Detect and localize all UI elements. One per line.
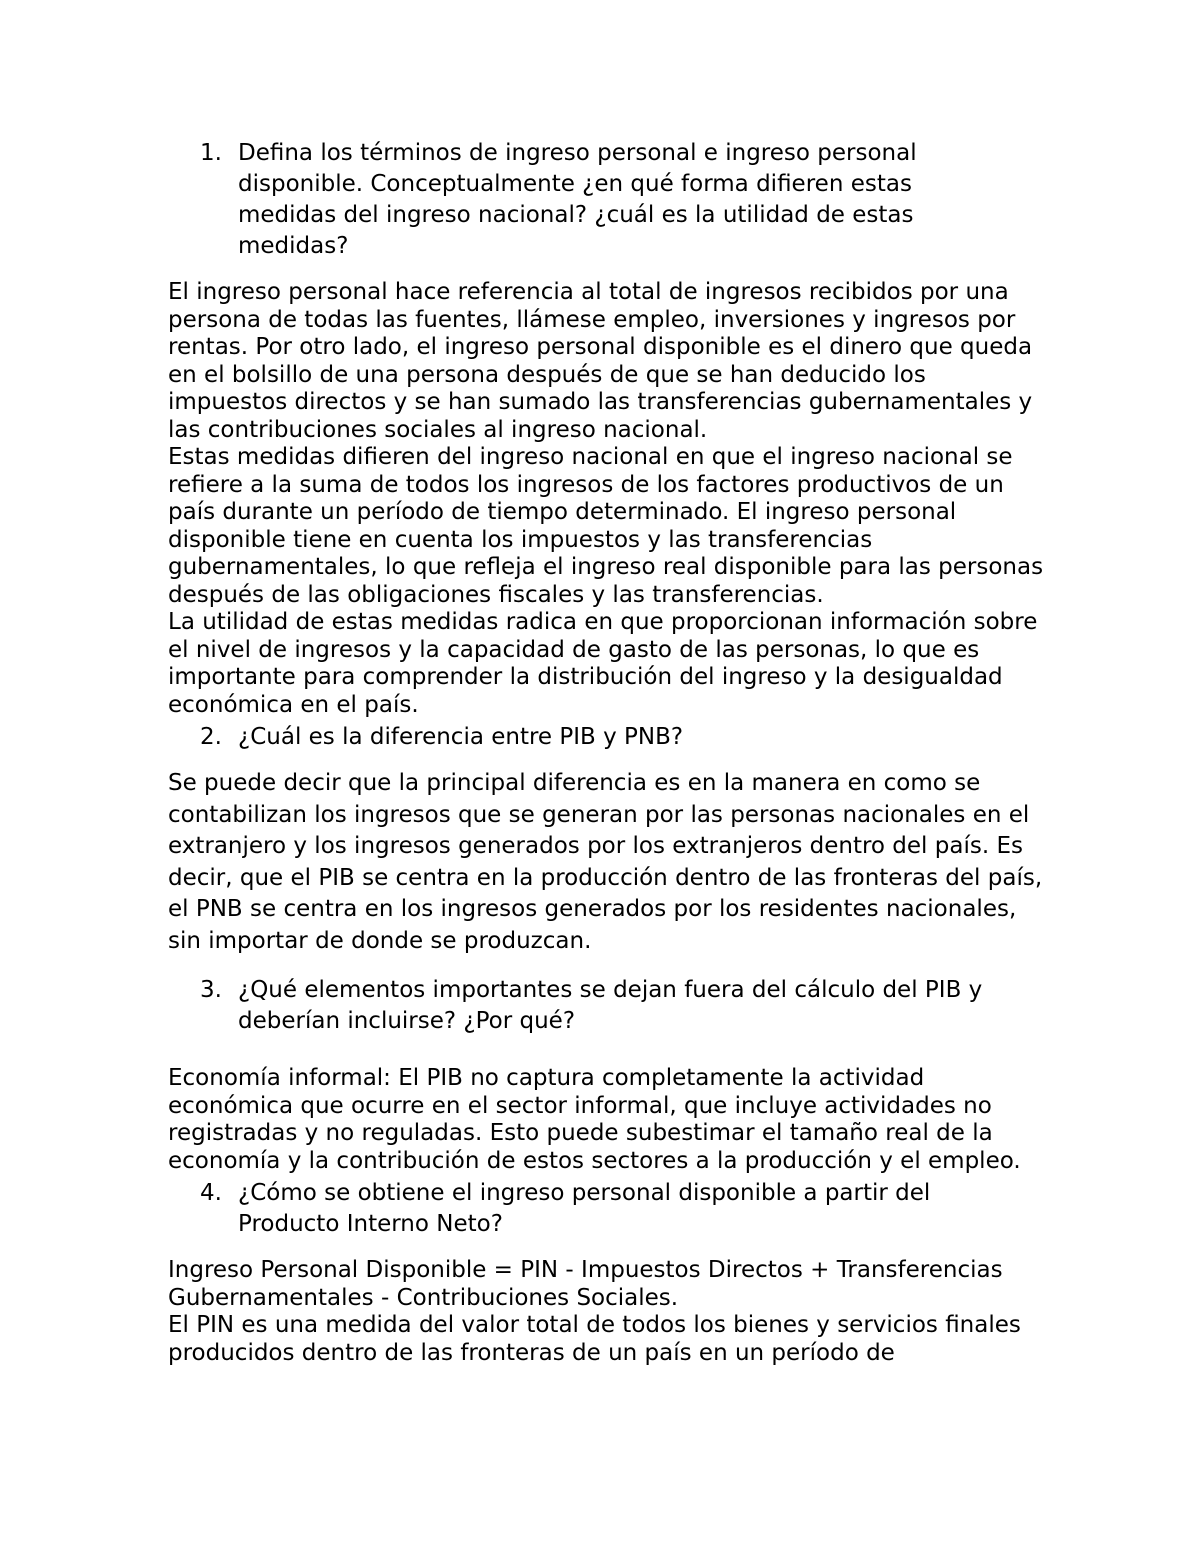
question-text: ¿Cómo se obtiene el ingreso personal disponible a partir del Producto Interno Neto? [238, 1180, 931, 1237]
question-number: 3. [200, 977, 222, 1003]
answer-paragraph: Ingreso Personal Disponible = PIN - Impuestos Directos + Transferencias Gubernamentales - Contribuciones Sociales. [168, 1257, 1003, 1311]
answer-paragraph: El PIN es una medida del valor total de todos los bienes y servicios finales producidos dentro de las fronteras de un país en un período de [168, 1312, 1021, 1366]
question-number: 4. [200, 1180, 222, 1206]
question-2 [168, 722, 1048, 753]
question-number: 1. [200, 140, 222, 166]
question-3 [168, 975, 1018, 1037]
question-text: Defina los términos de ingreso personal e ingreso personal disponible. Conceptualmente ¿en qué forma difieren estas medidas del ingreso nacional? ¿cuál es la utilidad de estas medidas? [238, 140, 917, 259]
answer-paragraph: La utilidad de estas medidas radica en que proporcionan información sobre el nivel de ingresos y la capacidad de gasto de las personas, lo que es importante para comprender la distribución del ingreso y la desigualdad económica en el país. [168, 609, 1038, 718]
answer-paragraph: Se puede decir que la principal diferencia es en la manera en como se contabilizan los ingresos que se generan por las personas nacionales en el extranjero y los ingresos generados por los extranjeros dentro del país. Es decir, que el PIB se centra en la producción dentro de las fronteras del país, el PNB se centra en los ingresos generados por los residentes nacionales, sin importar de donde se produzcan. [168, 770, 1043, 954]
answer-paragraph: Economía informal: El PIB no captura completamente la actividad económica que ocurre en el sector informal, que incluye actividades no registradas y no reguladas. Esto puede subestimar el tamaño real de la economía y la contribución de estos sectores a la producción y el empleo. [168, 1065, 1021, 1174]
answer-paragraph: El ingreso personal hace referencia al total de ingresos recibidos por una persona de todas las fuentes, llámese empleo, inversiones y ingresos por rentas. Por otro lado, el ingreso personal disponible es el dinero que queda en el bolsillo de una persona después de que se han deducido los impuestos directos y se han sumado las transferencias gubernamentales y las contribuciones sociales al ingreso nacional. [168, 279, 1033, 443]
answer-paragraph: Estas medidas difieren del ingreso nacional en que el ingreso nacional se refiere a la suma de todos los ingresos de los factores productivos de un país durante un período de tiempo determinado. El ingreso personal disponible tiene en cuenta los impuestos y las transferencias gubernamentales, lo que refleja el ingreso real disponible para las personas después de las obligaciones fiscales y las transferencias. [168, 444, 1044, 608]
question-text: ¿Cuál es la diferencia entre PIB y PNB? [238, 724, 684, 750]
question-text: ¿Qué elementos importantes se dejan fuera del cálculo del PIB y deberían incluirse? ¿Por qué? [238, 977, 983, 1034]
question-1 [168, 138, 948, 262]
question-number: 2. [200, 724, 222, 750]
document-page [168, 138, 1048, 1367]
question-4 [168, 1178, 958, 1240]
